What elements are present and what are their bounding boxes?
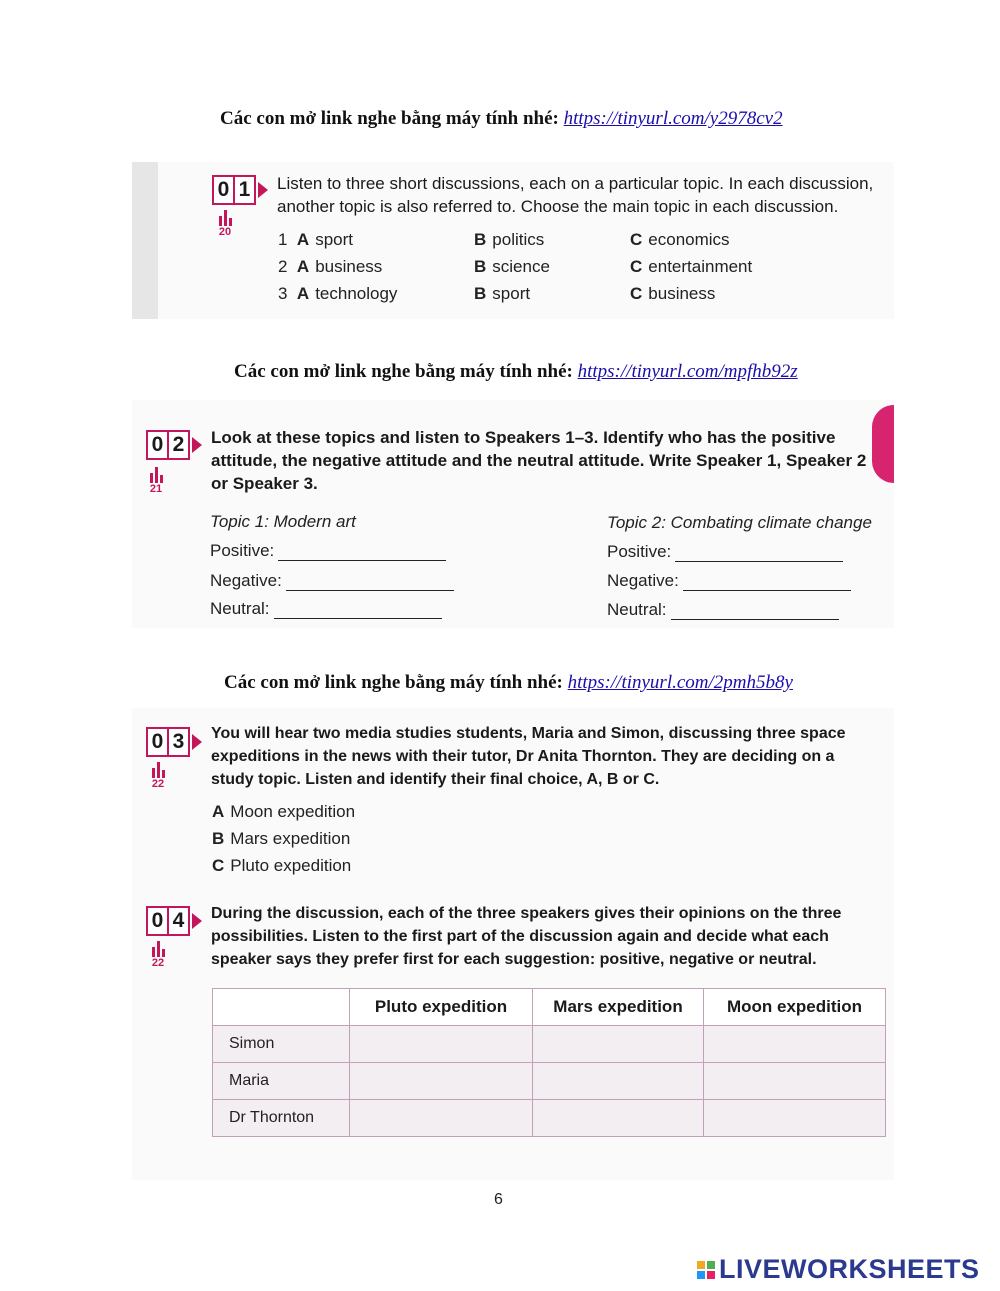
answer-cell[interactable] — [533, 1026, 704, 1063]
answer-cell[interactable] — [533, 1063, 704, 1100]
audio-track-4: 22 — [146, 941, 170, 969]
table-header-row — [213, 989, 886, 1026]
ex1-row-2-a: 2 A business — [278, 257, 383, 276]
answer-cell[interactable] — [704, 1100, 886, 1137]
logo-squares-icon — [697, 1261, 715, 1279]
col-header: Moon expedition — [704, 989, 886, 1026]
topic-1-title: Topic 1: Modern art — [210, 512, 356, 531]
answer-cell[interactable] — [533, 1100, 704, 1137]
audio-track-1: 20 — [213, 210, 237, 238]
row-label: Simon — [213, 1026, 350, 1063]
play-arrow-icon — [192, 913, 202, 929]
answer-cell[interactable] — [704, 1063, 886, 1100]
audio-link-2[interactable]: https://tinyurl.com/mpfhb92z — [577, 361, 798, 382]
ex1-row-2-b: B science — [474, 257, 550, 276]
audio-track-2: 21 — [144, 467, 168, 495]
answer-cell[interactable] — [704, 1026, 886, 1063]
topic-2-neutral: Neutral: — [607, 600, 839, 620]
ex3-option-c: C Pluto expedition — [212, 856, 352, 875]
table-corner — [213, 989, 350, 1026]
answer-blank[interactable] — [683, 576, 851, 591]
answer-cell[interactable] — [350, 1026, 533, 1063]
exercise-3-number: 0 3 — [146, 727, 202, 757]
exercise-4-number: 0 4 — [146, 906, 202, 936]
audio-track-icon — [146, 941, 170, 957]
row-label: Maria — [213, 1063, 350, 1100]
page-number: 6 — [494, 1191, 503, 1208]
table-row — [213, 1063, 886, 1100]
exercise-4-instruction: During the discussion, each of the three speakers gives their opinions on the three possibilities. Listen to the first part of the discussion again and decide what each speaker says they prefer first for each suggestion: positive, negative or neutral. — [211, 905, 842, 968]
listening-note-3: Các con mở link nghe bằng máy tính nhé: https://tinyurl.com/2pmh5b8y — [224, 672, 793, 693]
liveworksheets-logo: LIVEWORKSHEETS — [697, 1254, 980, 1285]
ex1-row-3-a: 3 A technology — [278, 284, 398, 303]
answer-blank[interactable] — [274, 604, 442, 619]
ex1-row-1-c: C economics — [630, 230, 730, 249]
audio-link-1[interactable]: https://tinyurl.com/y2978cv2 — [563, 108, 783, 129]
play-arrow-icon — [192, 734, 202, 750]
exercise-2-number: 0 2 — [146, 430, 202, 460]
col-header: Pluto expedition — [350, 989, 533, 1026]
answer-blank[interactable] — [671, 605, 839, 620]
topic-1-neutral: Neutral: — [210, 599, 442, 619]
play-arrow-icon — [258, 182, 268, 198]
audio-link-3[interactable]: https://tinyurl.com/2pmh5b8y — [567, 672, 793, 693]
exercise-2-instruction: Look at these topics and listen to Speakers 1–3. Identify who has the positive attitude, the negative attitude and the neutral attitude. Write Speaker 1, Speaker 2 or Speaker 3. — [211, 428, 867, 493]
audio-track-icon — [144, 467, 168, 483]
audio-track-icon — [146, 762, 170, 778]
answer-cell[interactable] — [350, 1063, 533, 1100]
opinion-table — [212, 988, 886, 1137]
ex1-row-2-c: C entertainment — [630, 257, 753, 276]
table-row — [213, 1026, 886, 1063]
audio-track-icon — [213, 210, 237, 226]
topic-2-title: Topic 2: Combating climate change — [607, 513, 872, 532]
audio-track-3: 22 — [146, 762, 170, 790]
answer-cell[interactable] — [350, 1100, 533, 1137]
play-arrow-icon — [192, 437, 202, 453]
table-row — [213, 1100, 886, 1137]
topic-1-negative: Negative: — [210, 571, 454, 591]
panel-edge — [132, 162, 158, 319]
ex1-row-1-b: B politics — [474, 230, 545, 249]
answer-blank[interactable] — [675, 547, 843, 562]
decorative-tab — [872, 405, 894, 483]
exercise-1-number: 0 1 — [212, 175, 268, 205]
listening-note-1: Các con mở link nghe bằng máy tính nhé: https://tinyurl.com/y2978cv2 — [220, 108, 783, 129]
ex3-option-a: A Moon expedition — [212, 802, 356, 821]
exercise-1-instruction: Listen to three short discussions, each on a particular topic. In each discussion, another topic is also referred to. Choose the main topic in each discussion. — [277, 174, 874, 216]
answer-blank[interactable] — [286, 576, 454, 591]
ex1-row-3-b: B sport — [474, 284, 531, 303]
col-header: Mars expedition — [533, 989, 704, 1026]
ex3-option-b: B Mars expedition — [212, 829, 351, 848]
topic-2-negative: Negative: — [607, 571, 851, 591]
exercise-3-instruction: You will hear two media studies students, Maria and Simon, discussing three space expeditions in the news with their tutor, Dr Anita Thornton. They are deciding on a study topic. Listen and identify their final choice, A, B or C. — [211, 725, 846, 788]
ex1-row-3-c: C business — [630, 284, 716, 303]
row-label: Dr Thornton — [213, 1100, 350, 1137]
topic-2-positive: Positive: — [607, 542, 843, 562]
ex1-row-1-a: 1 A sport — [278, 230, 353, 249]
listening-note-2: Các con mở link nghe bằng máy tính nhé: https://tinyurl.com/mpfhb92z — [234, 361, 798, 382]
topic-1-positive: Positive: — [210, 541, 446, 561]
answer-blank[interactable] — [278, 546, 446, 561]
